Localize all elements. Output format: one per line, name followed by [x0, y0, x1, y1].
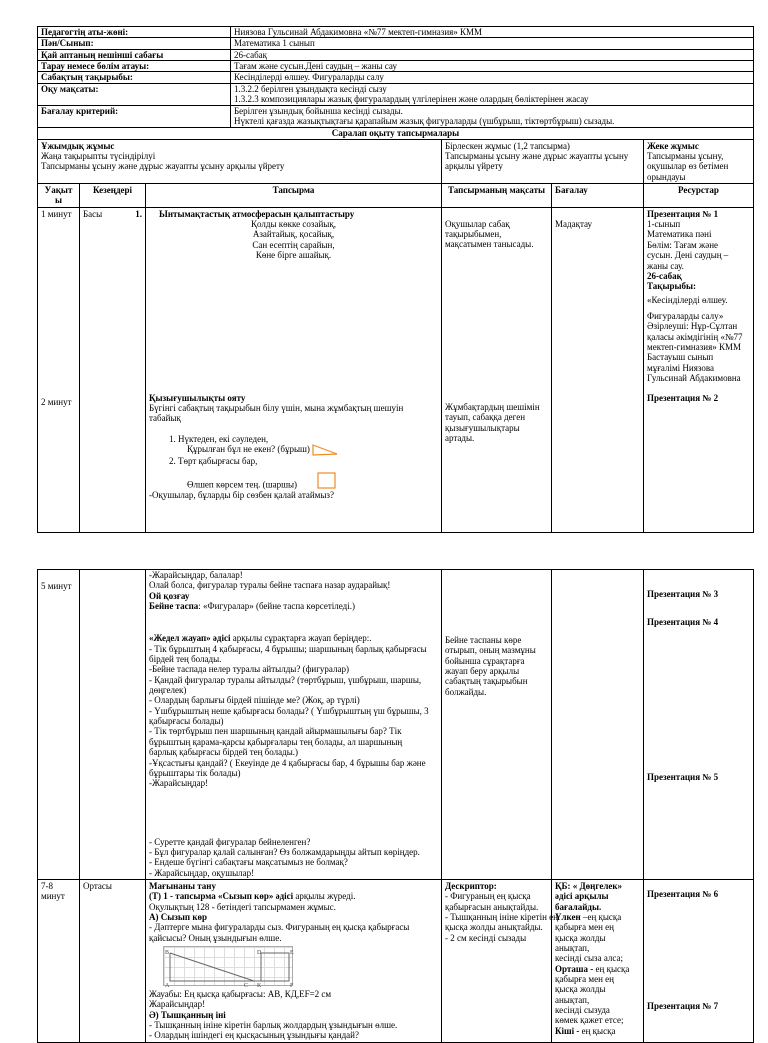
level-text: анықтап,: [555, 942, 590, 953]
resource-author: мұғалімі Ниязова: [647, 362, 714, 373]
resource-topic: «Кесінділерді өлшеу.: [647, 294, 728, 305]
resource-title: Презентация № 4: [647, 617, 719, 628]
poem-line: Сан есептің сарайын,: [252, 239, 335, 250]
figures-drawing: [164, 947, 294, 987]
info-row: [38, 38, 754, 49]
task-text: Олай болса, фигуралар туралы бейне таспаға назар аударайық!: [149, 580, 391, 591]
descriptor-line: қабырғасын анықтайды.: [445, 901, 539, 912]
figure-label: K: [257, 982, 262, 987]
qa-line: дөңгелек): [149, 685, 187, 696]
goal-text: тауып, сабаққа деген: [445, 412, 526, 423]
riddle-answer: Құрылған бұл не екен? (бұрыш): [187, 443, 310, 454]
method-line: [149, 633, 438, 643]
goal-text: Жұмбақтардың шешімін: [445, 401, 540, 412]
resource-author: Әзірлеуші: Нұр-Сұлтан: [647, 321, 738, 332]
qa-line: - Тік төртбұрыш пен шаршының қандай айырмашылығы бар? Тік: [149, 726, 402, 737]
resources-cell: [644, 570, 754, 880]
task-text: қайсысы? Оның ұзындығын өлше.: [149, 932, 282, 943]
qa-line: барлық қабырғасы бірдей тең болады.): [149, 747, 299, 758]
col-goal: Тапсырманың мақсаты: [442, 184, 552, 208]
task-subtitle: Ой қозғау: [149, 590, 190, 601]
time-value: 1 минут: [41, 208, 72, 219]
qa-line: - Олардың барлығы бірдей пішінде ме? (Жоқ, әр түрлі): [149, 695, 360, 706]
group-work-line: Тапсырманы ұсыну және дұрыс жауапты ұсыну арқылы үйрету: [41, 161, 285, 172]
col-stage: Кезеңдері: [80, 184, 146, 208]
time-cell: [38, 879, 80, 1042]
level-text: ең қысқа: [579, 1025, 616, 1036]
assessment-cell: [552, 570, 644, 880]
task-label-text: арқылы жүреді.: [293, 891, 356, 902]
figure-label: B: [165, 949, 170, 956]
resource-line: Бөлім: Тағам және: [647, 239, 719, 250]
descriptor-line: қысқа жолды анықтайды.: [445, 922, 543, 933]
goal-text: тақырыбымен,: [445, 229, 502, 240]
qa-line: -Жарайсыңдар!: [149, 778, 209, 789]
method-text: арқылы сұрақтарға жауап беріңдер:.: [230, 633, 372, 644]
goal-line: 1.3.2.3 композициялары жазық фигуралардың үлгілерінен және олардың бөліктерінен жасау: [234, 94, 589, 105]
info-value: Математика 1 сынып: [231, 38, 754, 49]
individual-work-title: Жеке жұмыс: [647, 140, 699, 151]
stage-number: 1.: [135, 208, 142, 219]
goal-text: мақсатымен танысады.: [445, 239, 534, 250]
time-cell: [38, 207, 80, 532]
lesson-plan-page-1: [37, 26, 753, 533]
info-label: Тарау немесе бөлім атауы:: [38, 61, 231, 72]
differentiation-row: [38, 139, 754, 183]
info-row: [38, 49, 754, 60]
resource-line: 1-сынып: [647, 219, 681, 230]
resource-title: Презентация № 3: [647, 589, 719, 599]
level-big: Үлкен: [555, 911, 581, 922]
task-cell: [146, 570, 442, 880]
goal-text: бойынша сұрақтарға: [445, 655, 525, 666]
resource-title: Презентация № 5: [647, 771, 719, 782]
answer-text: Жауабы: Ең қысқа қабырғасы: АВ, КД,ЕF=2 см: [149, 988, 332, 999]
lesson-row-4: [38, 879, 754, 1042]
figure-label: F: [290, 982, 294, 987]
group-work-title: Ұжымдық жұмыс: [41, 140, 115, 151]
bravo-text: Жарайсыңдар!: [149, 999, 206, 1010]
angle-triangle-icon: [312, 444, 338, 456]
assessment-title: ҚБ: « Дөңгелек» әдісі арқылы бағалайды.: [555, 880, 623, 912]
resource-topic: Фигураларды салу»: [647, 310, 724, 321]
info-value: [231, 83, 754, 105]
video-line: [149, 601, 438, 611]
time-value: 7-8 минут: [41, 880, 65, 902]
info-value: Кесінділерді өлшеу. Фигураларды салу: [231, 72, 754, 83]
lesson-row-1: [38, 207, 754, 532]
individual-work-line: оқушылар өз бетімен: [647, 161, 729, 172]
task-label-line: [149, 891, 438, 901]
info-row: [38, 61, 754, 72]
figure-label: D: [257, 949, 262, 956]
resource-title: Презентация № 6: [647, 888, 719, 899]
stage-value: Ортасы: [83, 880, 112, 891]
individual-work-line: орындауы: [647, 171, 686, 182]
col-assessment: Бағалау: [552, 184, 644, 208]
criteria-line: Нүктелі қағазда жазықтықтағы қарапайым жазық фигураларды (үшбұрыш, тіктөртбұрыш) сызады.: [234, 116, 615, 127]
time-cell: [38, 570, 80, 880]
qa-line: - Үшбұрыштың неше қабырғасы болады? ( Үшбұрыштың үш бұрышы, 3: [149, 705, 429, 716]
task-title: Ынтымақтастық атмосферасын қалыптастыру: [159, 208, 355, 219]
resource-title: Презентация № 7: [647, 1001, 719, 1012]
method-label: «Жедел жауап» әдісі: [149, 633, 231, 644]
level-text: анықтап,: [555, 994, 590, 1005]
resource-author: Гульсинай Абдакимовна: [647, 372, 741, 383]
resource-author: мектеп-гимназия» КММ: [647, 341, 741, 352]
task-text: табайық: [149, 413, 181, 424]
video-label: Бейне таспа: [149, 601, 199, 612]
goal-text: жауап беру арқылы: [445, 666, 520, 677]
level-text: көмек қажет етсе;: [555, 1015, 624, 1026]
poem-line: Азайтайық, қосайық,: [252, 229, 335, 240]
task-text: - Жарайсыңдар, оқушылар!: [149, 867, 255, 878]
level-text: кесінді сызуда: [555, 1005, 610, 1016]
poem-line: Қолды көкке созайық,: [251, 219, 336, 230]
info-label: Сабақтың тақырыбы:: [38, 72, 231, 83]
task-text: - Ендеше бүгінгі сабақтағы мақсатымыз не болмақ?: [149, 857, 348, 868]
col-task: Тапсырма: [146, 184, 442, 208]
info-row: [38, 27, 754, 38]
task-question: -Оқушылар, бұларды бір сөзбен қалай атаймыз?: [149, 490, 334, 501]
lesson-plan-table: [37, 127, 754, 533]
level-text: ең қысқа: [593, 963, 630, 974]
level-text: қысқа жолды: [555, 932, 606, 943]
riddle-answer: Өлшеп көрсем тең. (шаршы): [187, 479, 298, 490]
descriptor-line: - Тышқанның ініне кіретін ең: [445, 911, 558, 922]
qa-line: қабырғасы болады): [149, 716, 224, 727]
level-text: қабырға мен ең: [555, 974, 614, 984]
lesson-row-3: [38, 570, 754, 880]
time-value: 2 минут: [41, 397, 72, 408]
stage-value: Басы: [83, 208, 103, 219]
col-time: Уақыт ы: [38, 184, 80, 208]
resource-author: Бастауыш сынып: [647, 352, 714, 363]
resource-title: Презентация № 1: [647, 208, 719, 219]
task-subtitle: А) Сызып көр: [149, 911, 208, 922]
group-work-line: Жаңа тақырыпты түсіндірілуі: [41, 151, 156, 162]
col-resources: Ресурстар: [644, 184, 754, 208]
info-value: Ниязова Гульсинай Абдакимовна «№77 мектеп-гимназия» КММ: [231, 27, 754, 38]
task-title: Қызығушылықты ояту: [149, 392, 246, 403]
task-text: - Бұл фигуралар қалай салынған? Өз болжамдарыңды айтып көріңдер.: [149, 846, 420, 857]
individual-work-cell: [644, 139, 754, 183]
descriptor-line: - Фигураның ең қысқа: [445, 891, 531, 902]
goal-text: қызығушылықтары: [445, 422, 520, 433]
level-mid: Орташа -: [555, 963, 594, 974]
goal-text: сабақтың тақырыбын: [445, 676, 528, 687]
info-label: Пән/Сынып:: [38, 38, 231, 49]
qa-line: бұрыштың қарама-қарсы қабырғалары тең болады, ал шаршының: [149, 736, 403, 747]
descriptor-title: Дескриптор:: [445, 880, 497, 891]
level-text: кесінді сыза алса;: [555, 953, 624, 964]
info-value: Тағам және сусын.Дені саудың – жаны сау: [231, 61, 754, 72]
info-label: Бағалау критерий:: [38, 105, 231, 127]
resources-cell: [644, 207, 754, 532]
goal-text: Бейне таспаны көре: [445, 635, 522, 645]
riddle-line: 2. Төрт қабырғасы бар,: [169, 455, 258, 466]
qa-line: -Бейне таспада нелер туралы айтылды? (фигуралар): [149, 664, 349, 675]
group-work-cell: [38, 139, 442, 183]
resource-title: Презентация № 2: [647, 393, 719, 404]
column-header-row: [38, 184, 754, 208]
info-label: Қай аптаның нешінші сабағы: [38, 49, 231, 60]
assessment-text: Мадақтау: [555, 218, 593, 229]
qa-line: - Тік бұрыштың 4 қабырғасы, 4 бұрышы; шаршының барлық қабырғасы: [149, 643, 427, 654]
stage-cell: [80, 570, 146, 880]
goal-cell: [442, 879, 558, 1042]
resource-line: сусын. Дені саудың –: [647, 250, 729, 261]
lesson-plan-page-2: [37, 569, 753, 1043]
task-text: - Суретте қандай фигуралар бейнеленген?: [149, 836, 311, 847]
info-row: [38, 72, 754, 83]
resource-topic-label: Тақырыбы:: [647, 281, 697, 292]
task-text: - Олардың ішіндегі ең қысқасының ұзындығы қандай?: [149, 1030, 359, 1041]
goal-cell: [442, 207, 552, 532]
level-text: –ең қысқа: [582, 911, 622, 922]
figures-image: [163, 946, 293, 986]
figure-label: C: [244, 982, 249, 987]
task-text: - Дәптерге мына фигураларды сыз. Фигураның ең қысқа қабырғасы: [149, 922, 410, 933]
info-label: Педагогтің аты-жөні:: [38, 27, 231, 38]
task-text: Бүгінгі сабақтың тақырыбын білу үшін, мына жұмбақтың шешуін: [149, 402, 404, 413]
goal-text: Оқушылар сабақ: [445, 218, 510, 229]
assessment-cell: [552, 879, 644, 1042]
resources-cell: [644, 879, 754, 1042]
resource-line: Математика пәні: [647, 229, 712, 240]
resource-line: жаны сау.: [647, 260, 684, 271]
goal-text: отырып, оның мазмұны: [445, 645, 536, 656]
qa-line: бірдей тең болады.: [149, 654, 222, 665]
level-text: қабырға мен ең: [555, 922, 614, 933]
video-text: : «Фигуралар» (бейне таспа көрсетіледі.): [198, 601, 355, 612]
goal-text: болжайды.: [445, 686, 487, 697]
qa-line: - Қандай фигуралар туралы айтылды? (төртбұрыш, үшбұрыш, шаршы,: [149, 674, 422, 685]
resource-lesson: 26-сабақ: [647, 270, 682, 281]
task-cell: [146, 207, 442, 532]
figure-label: A: [165, 982, 170, 987]
info-row-criteria: [38, 105, 754, 127]
task-text: - Тышқанның ініне кіретін барлық жолдардың ұзындығын өлше.: [149, 1020, 398, 1030]
time-value: 5 минут: [41, 581, 72, 591]
task-text: Оқулықтың 128 - бетіндегі тапсырмамен жұмыс.: [149, 901, 336, 912]
level-small: Кіші -: [555, 1025, 580, 1036]
pair-work-line: Тапсырманы ұсыну және дұрыс жауапты ұсыну арқылы үйрету: [445, 151, 629, 172]
level-text: қысқа жолды: [555, 984, 606, 995]
individual-work-line: Тапсырманы ұсыну,: [647, 151, 724, 162]
riddle-answer-line: [149, 472, 438, 490]
riddle-line: 1. Нүктеден, екі сәуледен,: [169, 433, 269, 444]
qa-line: -Ұқсастығы қандай? ( Екеуінде де 4 қабырғасы бар, 4 бұрышы бар және: [149, 757, 426, 768]
figure-label: E: [290, 949, 294, 956]
task-title: Мағынаны тану: [149, 880, 216, 891]
info-value: [231, 105, 754, 127]
pair-work-line: Бірлескен жұмыс (1,2 тапсырма): [445, 140, 570, 151]
assessment-cell: [552, 207, 644, 532]
info-value: 26-сабақ: [231, 49, 754, 60]
task-label: (Т) 1 - тапсырма «Сызып көр» әдісі: [149, 891, 294, 902]
pair-work-cell: [442, 139, 644, 183]
task-text: -Жарайсыңдар, балалар!: [149, 570, 243, 580]
goal-text: артады.: [445, 432, 475, 443]
info-row-goal: [38, 83, 754, 105]
stage-cell: [80, 207, 146, 532]
poem-line: Көне бірге ашайық.: [255, 250, 332, 261]
descriptor-line: - 2 см кесінді сызады: [445, 932, 527, 943]
section-title: Саралап оқыту тапсырмалары: [38, 127, 754, 139]
riddle-answer-line: [149, 444, 438, 456]
lesson-plan-table-continued: [37, 569, 754, 1043]
stage-cell: [80, 879, 146, 1042]
square-icon: [317, 472, 337, 490]
info-label: Оқу мақсаты:: [38, 83, 231, 105]
criteria-line: Берілген ұзындық бойынша кесінді сызады.: [234, 105, 403, 116]
task-cell: [146, 879, 442, 1042]
task-subtitle: Ә) Тышқанның іні: [149, 1009, 226, 1020]
resource-author: қаласы әкімдігінің «№77: [647, 331, 743, 342]
lesson-info-table: [37, 26, 754, 128]
goal-cell: [442, 570, 552, 880]
qa-line: бұрыштары тік болады): [149, 767, 241, 778]
goal-line: 1.3.2.2 берілген ұзындықта кесінді сызу: [234, 83, 387, 94]
